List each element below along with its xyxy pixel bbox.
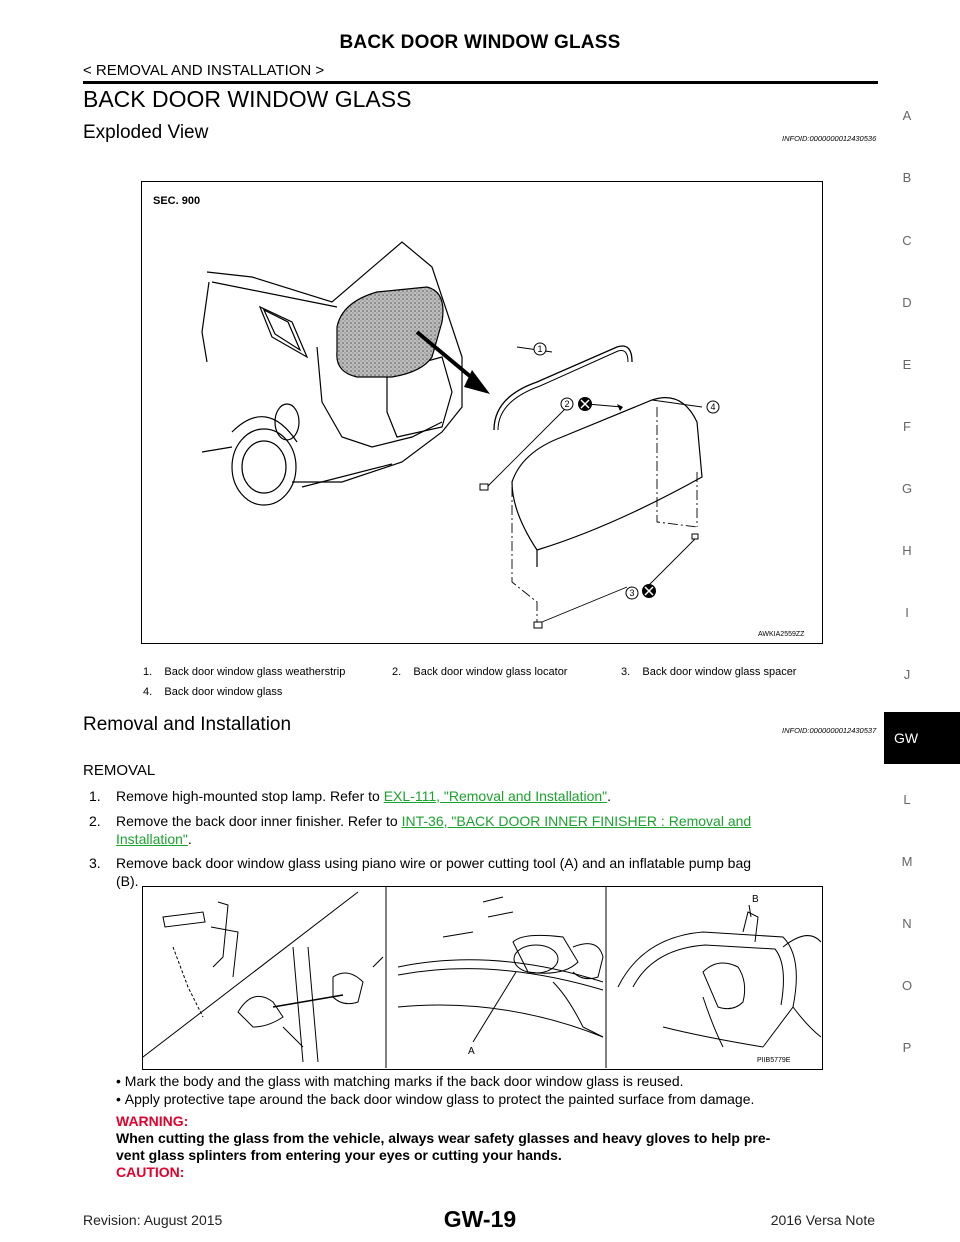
step-2-number: 2.: [89, 813, 101, 829]
bullet-1-text: Mark the body and the glass with matching marks if the back door window glass is reused.: [124, 1073, 684, 1089]
exploded-view-illustration: [142, 182, 821, 642]
header-rule: [83, 81, 878, 84]
do-not-reuse-marker: [642, 584, 656, 598]
step-1-text: Remove high-mounted stop lamp. Refer to: [116, 788, 384, 804]
step-2-link-cont[interactable]: Installation": [116, 831, 188, 847]
step-3-text-b: (B).: [116, 873, 139, 889]
bullet-item: [116, 1091, 886, 1107]
breadcrumb: < REMOVAL AND INSTALLATION >: [83, 62, 325, 79]
cutting-tools-figure: [142, 886, 823, 1070]
label-b: B: [752, 894, 759, 905]
sidebar-letter-h[interactable]: H: [902, 543, 912, 558]
step-2-end: .: [187, 831, 192, 847]
removal-heading: REMOVAL: [83, 762, 156, 779]
callout-3: 3: [629, 588, 635, 598]
callout-2: 2: [564, 399, 570, 409]
removal-installation-title: Removal and Installation: [83, 714, 292, 735]
sidebar-letter-c[interactable]: C: [902, 233, 912, 248]
sec-label: SEC. 900: [153, 195, 201, 207]
step-1-link[interactable]: EXL-111, "Removal and Installation": [383, 788, 608, 804]
page-number: GW-19: [443, 1206, 517, 1232]
sidebar-letter-i[interactable]: I: [905, 605, 909, 620]
bullet-item: [116, 1073, 876, 1089]
callout-1: 1: [537, 344, 543, 354]
sidebar-tab-gw[interactable]: GW: [884, 712, 960, 764]
step-2: [89, 812, 879, 848]
step-3-number: 3.: [89, 855, 101, 871]
sidebar-letter-g[interactable]: G: [901, 481, 913, 496]
step-3: [89, 854, 879, 890]
legend-item-4: 4. Back door window glass: [143, 686, 283, 698]
footer-model: 2016 Versa Note: [770, 1212, 875, 1228]
cutting-tools-illustration: [143, 887, 821, 1068]
exploded-view-title: Exploded View: [83, 122, 209, 143]
step-1-number: 1.: [89, 788, 101, 804]
sidebar-letter-o[interactable]: O: [901, 978, 913, 993]
exploded-view-figure: [141, 181, 823, 644]
step-2-text: Remove the back door inner finisher. Refer to: [116, 813, 402, 829]
removal-info-id: INFOID:0000000012430537: [782, 726, 877, 735]
section-title: BACK DOOR WINDOW GLASS: [83, 86, 412, 112]
sidebar-letter-d[interactable]: D: [902, 295, 912, 310]
step-2-link[interactable]: INT-36, "BACK DOOR INNER FINISHER : Removal and: [401, 813, 752, 829]
legend-item-1: 1. Back door window glass weatherstrip: [143, 666, 346, 678]
exploded-info-id: INFOID:0000000012430536: [782, 134, 877, 143]
page-title: BACK DOOR WINDOW GLASS: [339, 32, 621, 53]
legend-item-2: 2. Back door window glass locator: [392, 666, 568, 678]
sidebar-letter-n[interactable]: N: [902, 916, 912, 931]
sidebar-letter-m[interactable]: M: [901, 854, 913, 869]
caution-label: CAUTION:: [116, 1164, 185, 1180]
sidebar-letter-b[interactable]: B: [902, 170, 912, 185]
sidebar-letter-p[interactable]: P: [902, 1040, 912, 1055]
warning-label: WARNING:: [116, 1113, 189, 1129]
sidebar-letter-l[interactable]: L: [903, 792, 911, 807]
figure2-code: PIIB5779E: [757, 1057, 791, 1064]
sidebar-letter-j[interactable]: J: [903, 667, 911, 682]
do-not-reuse-marker: [578, 397, 592, 411]
back-glass-shape: [337, 287, 443, 377]
footer-revision: Revision: August 2015: [83, 1212, 223, 1228]
label-a: A: [468, 1046, 475, 1057]
sidebar-letter-f[interactable]: F: [903, 419, 911, 434]
callout-4: 4: [710, 402, 716, 412]
warning-line-2: vent glass splinters from entering your eyes or cutting your hands.: [116, 1147, 562, 1163]
bullet-dot-icon: •: [116, 1073, 125, 1089]
sidebar-letter-e[interactable]: E: [902, 357, 912, 372]
sidebar-letter-a[interactable]: A: [902, 108, 912, 123]
warning-line-1: When cutting the glass from the vehicle, always wear safety glasses and heavy gloves to help pre-: [116, 1130, 771, 1146]
step-1: [89, 787, 879, 805]
step-1-end: .: [607, 788, 612, 804]
legend-item-3: 3. Back door window glass spacer: [621, 666, 797, 678]
step-3-text-a: Remove back door window glass using piano wire or power cutting tool (A) and an inflatable pump bag: [116, 855, 752, 871]
figure-code: AWKIA2559ZZ: [758, 631, 805, 638]
bullet-2-text: Apply protective tape around the back door window glass to protect the painted surface from damage.: [124, 1091, 755, 1107]
bullet-dot-icon: •: [116, 1091, 125, 1107]
